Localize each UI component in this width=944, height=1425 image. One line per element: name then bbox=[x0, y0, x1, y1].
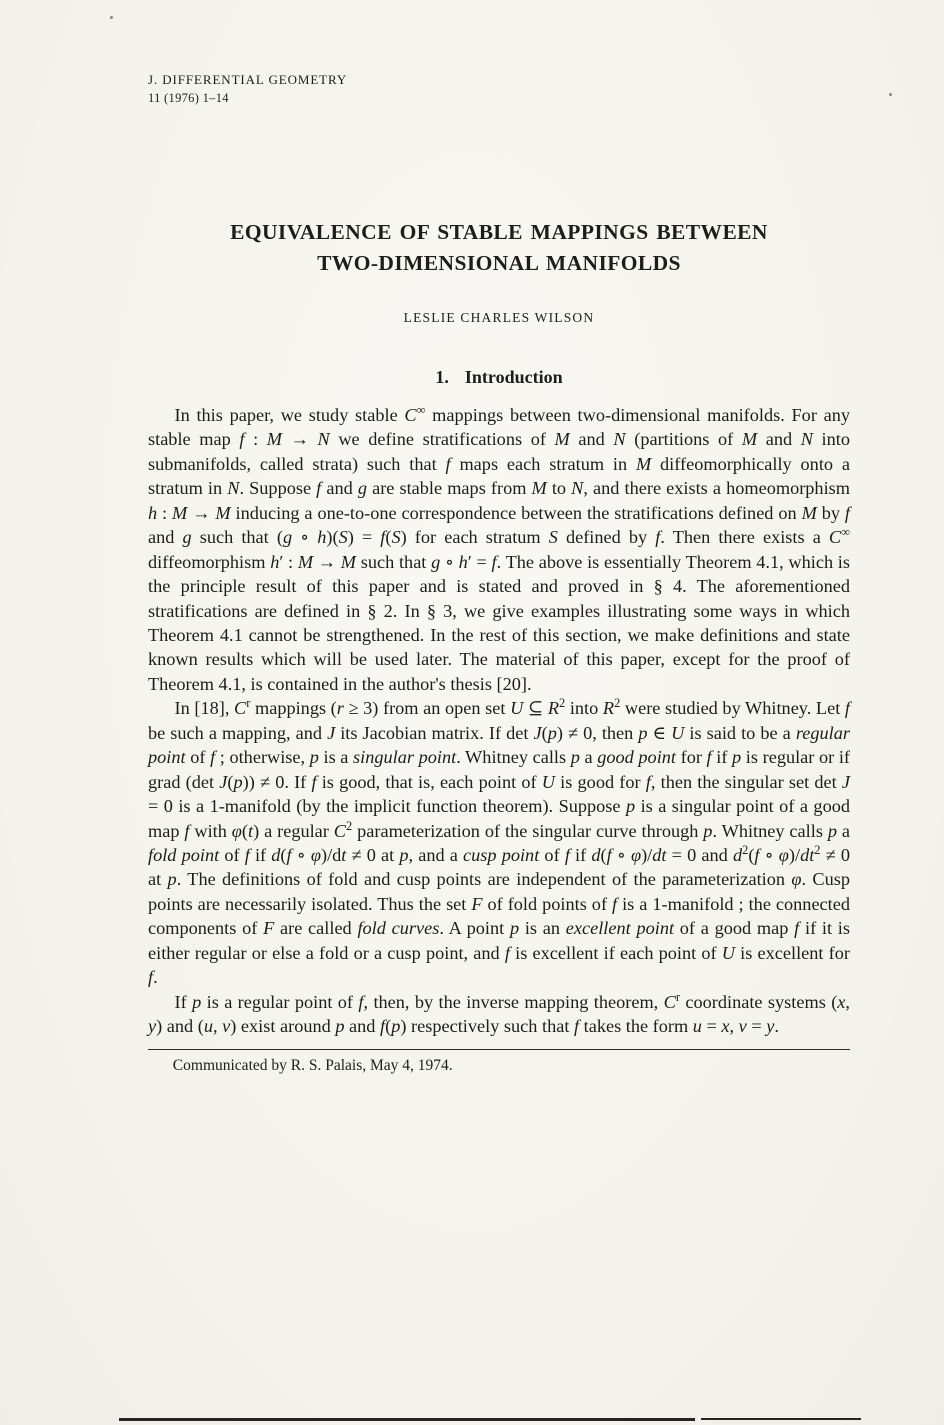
paper-title-line-2: TWO-DIMENSIONAL MANIFOLDS bbox=[317, 250, 681, 275]
page-content bbox=[148, 0, 850, 1076]
paper-title-line-1: EQUIVALENCE OF STABLE MAPPINGS BETWEEN bbox=[230, 219, 768, 244]
author-name: LESLIE CHARLES WILSON bbox=[403, 309, 595, 325]
journal-issue: 11 (1976) 1–14 bbox=[148, 91, 229, 106]
scan-artifact-line bbox=[119, 1418, 695, 1421]
paper-title bbox=[148, 217, 850, 279]
section-heading bbox=[148, 367, 850, 388]
section-number: 1. bbox=[435, 366, 449, 387]
paragraph-introduction-1: In this paper, we study stable C∞ mappings between two-dimensional manifolds. For any stable map f : M → N we define stratifications of M and N (partitions of M and N into submanifolds, called strata) such that f maps each stratum in M diffeomorphically onto a stratum in N. Suppose f and g are stable maps from M to N, and there exists a homeomorphism h : M → M inducing a one-to-one correspondence between the stratifications defined on M by f and g such that (g ∘ h)(S) = f(S) for each stratum S defined by f. Then there exists a C∞ diffeomorphism h′ : M → M such that g ∘ h′ = f. The above is essentially Theorem 4.1, which is the principle result of this paper and is stated and proved in § 4. The aforementioned stratifications are defined in § 2. In § 3, we give examples illustrating some ways in which Theorem 4.1 cannot be strengthened. In the rest of this section, we make definitions and state known results which will be used later. The material of this paper, except for the proof of Theorem 4.1, is contained in the author's thesis [20]. bbox=[148, 402, 851, 694]
paragraph-introduction-3: If p is a regular point of f, then, by the inverse mapping theorem, $C^r$ coordinate systems (x, y) and (u, v) exist around p and f(p) respectively such that f takes the form u = x, v = y. bbox=[148, 989, 850, 1037]
journal-header bbox=[148, 72, 850, 107]
footnote bbox=[148, 1049, 850, 1076]
paragraph-introduction-2: In [18], $C^r$ mappings (r ≥ 3) from an open set U ⊆ $R^2$ into $R^2$ were studied by Whitney. Let f be such a mapping, and J its Jacobian matrix. If det J(p) ≠ 0, then p ∈ U is said to be a regular point of f ; otherwise, p is a singular point. Whitney calls p a good point for f if p is regular or if grad (det J(p)) ≠ 0. If f is good, that is, each point of U is good for f, then the singular set det J = 0 is a 1-manifold (by the implicit function theorem). Suppose p is a singular point of a good map f with φ(t) a regular $C^2$ parameterization of the singular curve through p. Whitney calls p a fold point of f if d(f ∘ φ)/dt ≠ 0 at p, and a cusp point of f if d(f ∘ φ)/dt = 0 and $d^2(f$ ∘ $\varphi)/dt^2 \ne 0$ at p. The definitions of fold and cusp points are independent of the parameterization φ. Cusp points are necessarily isolated. Thus the set F of fold points of f is a 1-manifold ; the connected components of F are called fold curves. A point p is an excellent point of a good map f if it is either regular or else a fold or a cusp point, and f is excellent if each point of U is excellent for f. bbox=[148, 696, 851, 988]
journal-name: J. DIFFERENTIAL GEOMETRY bbox=[148, 72, 348, 87]
footnote-text: Communicated by R. S. Palais, May 4, 1974. bbox=[172, 1056, 453, 1074]
scan-noise-dot bbox=[889, 93, 892, 96]
scan-noise-dot bbox=[110, 16, 113, 19]
paper-body bbox=[148, 403, 850, 1039]
scan-artifact-line bbox=[701, 1418, 861, 1420]
section-title: Introduction bbox=[464, 366, 563, 387]
